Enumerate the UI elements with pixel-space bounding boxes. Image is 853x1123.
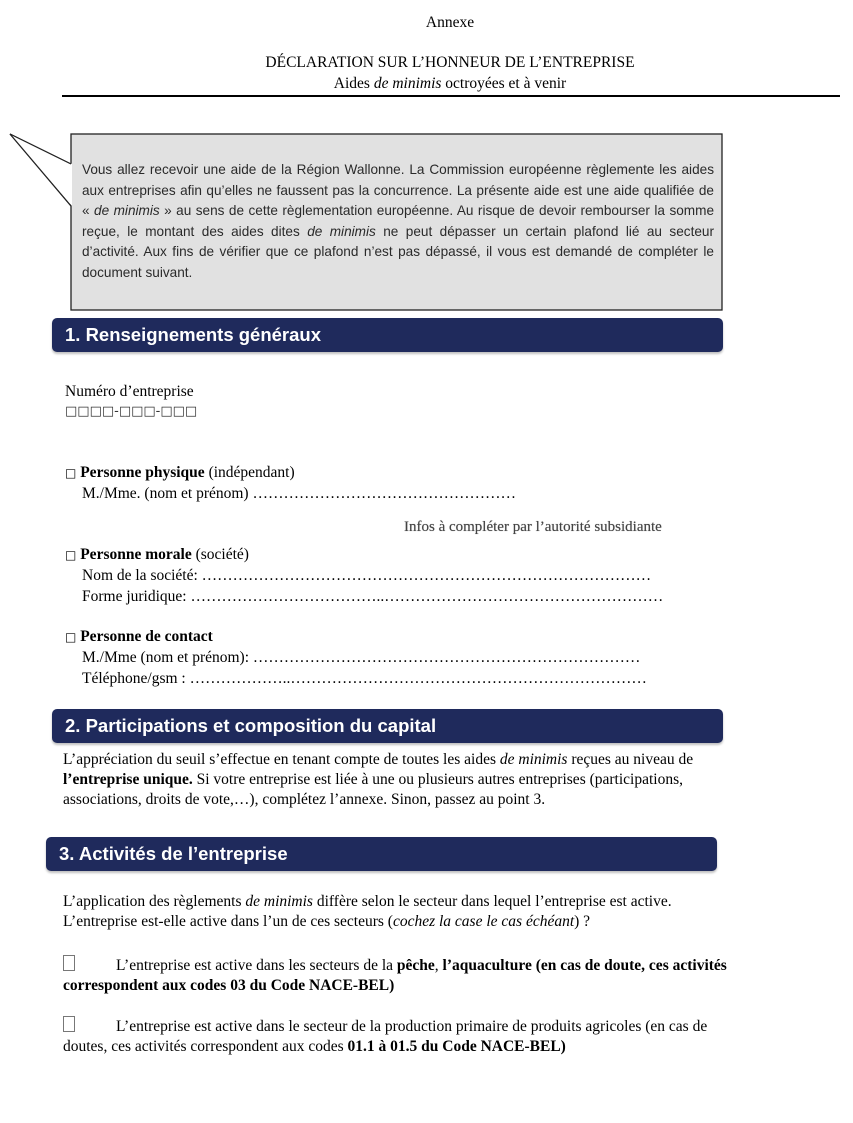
option-agricole[interactable]: L’entreprise est active dans le secteur de la production primaire de produits agricoles (en cas de doutes, ces activités correspondent aux codes 01.1 à 01.5 du Code NACE-BEL) [63, 1018, 708, 1055]
section-3-header: 3. Activités de l’entreprise [46, 837, 717, 871]
section-2-header: 2. Participations et composition du capital [52, 709, 723, 743]
section-3-intro: L’application des règlements de minimis diffère selon le secteur dans lequel l’entreprise est active. L’entreprise est-elle active dans l’un de ces secteurs (cochez la case le cas échéant) ? [63, 893, 672, 930]
infos-note: Infos à compléter par l’autorité subsidiante [404, 519, 662, 535]
annex-label: Annexe [425, 14, 475, 31]
contact-phone-field[interactable]: Téléphone/gsm : ………………..…………………………………………………………… [82, 670, 647, 687]
header-rule [62, 95, 840, 97]
personne-contact-checkbox[interactable]: □ [65, 630, 77, 644]
document-subtitle: Aides de minimis octroyées et à venir [333, 75, 567, 92]
numero-label: Numéro d’entreprise [65, 383, 194, 400]
personne-physique-option[interactable]: □ Personne physique (indépendant) [65, 464, 295, 481]
personne-morale-option[interactable]: □ Personne morale (société) [65, 546, 249, 563]
personne-physique-checkbox[interactable]: □ [65, 466, 77, 480]
document-title: DÉCLARATION SUR L’HONNEUR DE L’ENTREPRISE [265, 54, 635, 71]
numero-entreprise-field[interactable]: □□□□-□□□-□□□ [65, 404, 198, 419]
section-2-text: L’appréciation du seuil s’effectue en tenant compte de toutes les aides de minimis reçues au niveau de l’entreprise unique. Si votre entreprise est liée à une ou plusieurs autres entreprises (participations, associations, droits de vote,…), complétez l’annexe. Sinon, passez au point 3. [63, 751, 694, 808]
contact-name-field[interactable]: M./Mme (nom et prénom): ………………………………………………………………… [82, 649, 641, 666]
callout-text: Vous allez recevoir une aide de la Région Wallonne. La Commission européenne règlemente les aides aux entreprises afin qu’elles ne faussent pas la concurrence. La présente aide est une aide qualifiée de « de minimis » au sens de cette règlementation européenne. Au risque de devoir rembourser la somme reçue, le montant des aides dites de minimis ne peut dépasser un certain plafond lié au secteur d’activité. Aux fins de vérifier que ce plafond n’est pas dépassé, il vous est demandé de compléter le document suivant. [82, 162, 715, 280]
personne-contact-option[interactable]: □ Personne de contact [65, 628, 213, 645]
option-agricole-checkbox[interactable] [63, 1016, 75, 1032]
option-peche[interactable]: L’entreprise est active dans les secteurs de la pêche, l’aquaculture (en cas de doute, ces activités correspondent aux codes 03 du Code NACE-BEL) [63, 957, 727, 994]
forme-juridique-field[interactable]: Forme juridique: ………………………………..……………………………………………… [82, 588, 664, 605]
physique-name-field[interactable]: M./Mme. (nom et prénom) …………………………………………… [82, 485, 516, 502]
section-1-header: 1. Renseignements généraux [52, 318, 723, 352]
option-peche-checkbox[interactable] [63, 955, 75, 971]
societe-name-field[interactable]: Nom de la société: …………………………………………………………………………… [82, 567, 652, 584]
personne-morale-checkbox[interactable]: □ [65, 548, 77, 562]
